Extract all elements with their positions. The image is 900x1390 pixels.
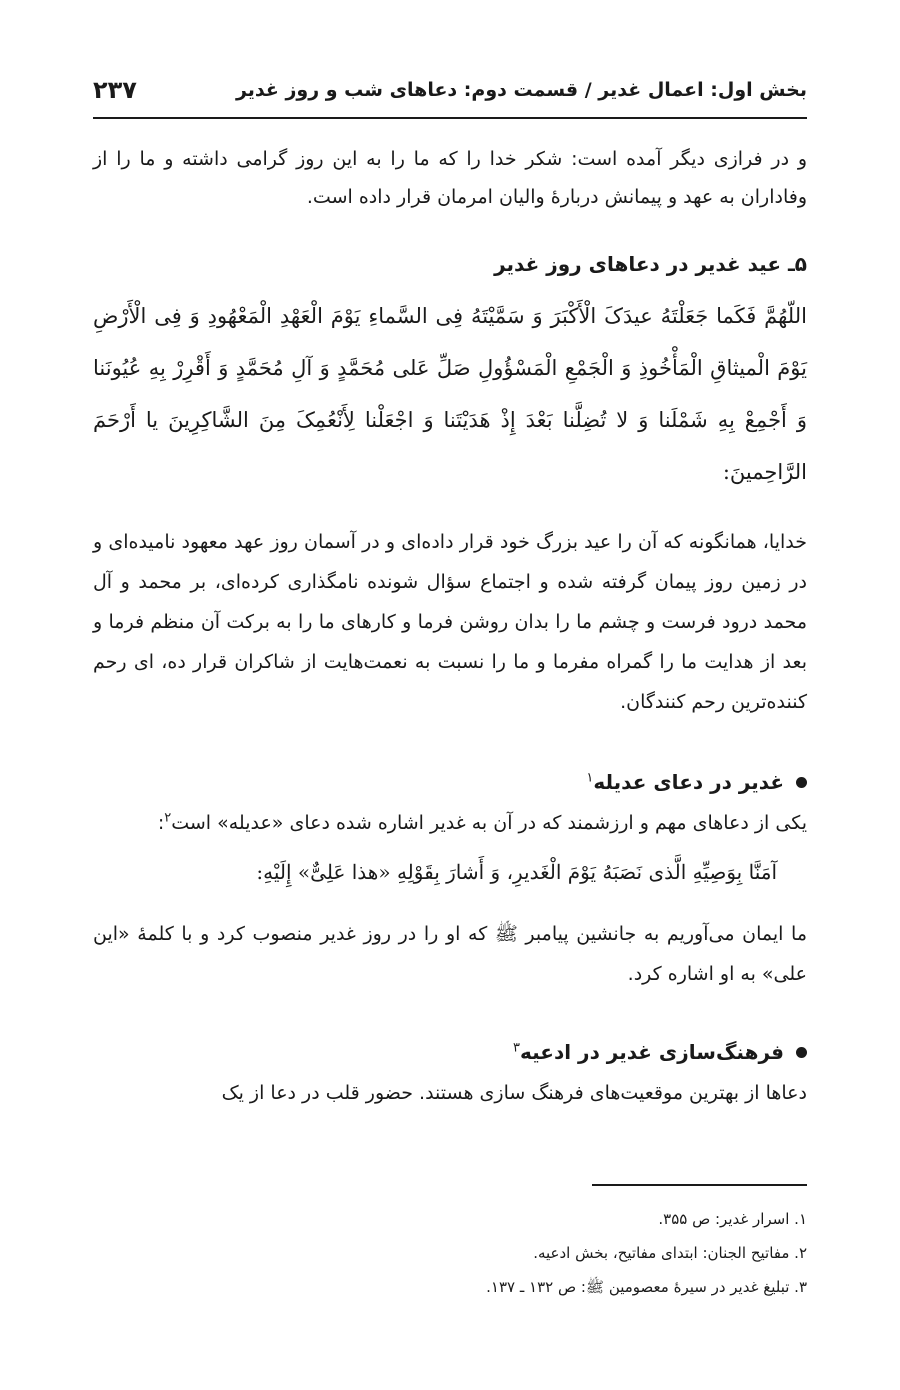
header-rule <box>93 117 807 119</box>
adileh-intro-end: : <box>157 812 165 834</box>
section-heading: ۵ـ عید غدیر در دعاهای روز غدیر <box>494 252 807 276</box>
footnote-item: ۳. تبلیغ غدیر در سیرهٔ معصومین ﷺ: ص ۱۳۲ ـ ۱۳۷. <box>486 1278 807 1296</box>
adileh-intro <box>93 804 807 842</box>
page-header <box>93 70 807 110</box>
footnote-item: ۲. مفاتیح الجنان: ابتدای مفاتیح، بخش ادعیه. <box>533 1244 807 1262</box>
quote-translation: ما ایمان می‌آوریم به جانشین پیامبر ﷺ که او را در روز غدیر منصوب کرد و با کلمهٔ «این علی» به او اشاره کرد. <box>93 923 807 985</box>
bullet-title: فرهنگ‌سازی غدیر در ادعیه <box>520 1040 784 1064</box>
adileh-intro-text: یکی از دعاهای مهم و ارزشمند که در آن به غدیر اشاره شده دعای «عدیله» است <box>171 812 807 834</box>
intro-paragraph: و در فرازی دیگر آمده است: شکر خدا را که ما را به این روز گرامی داشته و ما را از وفاداران به عهد و پیمانش دربارهٔ والیان امرمان قرار داده است. <box>93 148 807 208</box>
bullet-icon <box>796 1047 807 1058</box>
bullet-title: غدیر در دعای عدیله <box>593 770 784 794</box>
footnote-item: ۱. اسرار غدیر: ص ۳۵۵. <box>658 1210 807 1228</box>
bullet-heading-adileh <box>93 760 807 804</box>
arabic-quote: آمَنَّا بِوَصِیِّهِ الَّذی نَصَبَهُ یَوْمَ الْغَدیرِ، وَ أَشارَ بِقَوْلِهِ «هذا عَلِیٌّ» إِلَیْهِ: <box>256 860 777 884</box>
footnote-ref: ۱ <box>586 770 594 786</box>
page-number: ۲۳۷ <box>93 76 137 104</box>
footnote-ref: ۳ <box>513 1040 521 1056</box>
prayer-translation: خدایا، همانگونه که آن را عید بزرگ خود قرار داده‌ای و در آسمان روز عهد معهود نامیده‌ای و در زمین روز پیمان گرفته شده و اجتماع سؤال شونده نامگذاری کرده‌ای، بر محمد و آل محمد درود فرست و چشم ما را بدان روشن فرما و کارهای ما را به برکت آن منظم فرما و بعد از هدایت ما را گمراه مفرما و ما را نسبت به نعمت‌هایت از شاکران قرار ده، ای رحم کننده‌ترین رحم کنندگان. <box>93 531 807 713</box>
bullet-icon <box>796 777 807 788</box>
footnotes <box>93 1202 807 1304</box>
arabic-prayer: اللّهُمَّ فَکَما جَعَلْتَهُ عیدَکَ الْأَکْبَرَ وَ سَمَّیْتَهُ فِی السَّماءِ یَوْمَ الْعَهْدِ الْمَعْهُودِ وَ فِی الْأَرْضِ یَوْمَ الْمیثاقِ الْمَأْخُوذِ وَ الْجَمْعِ الْمَسْؤُولِ صَلِّ عَلی مُحَمَّدٍ وَ آلِ مُحَمَّدٍ وَ أَقْرِرْ بِهِ عُیُونَنا وَ أَجْمِعْ بِهِ شَمْلَنا وَ لا تُضِلَّنا بَعْدَ إِذْ هَدَیْتَنا وَ اجْعَلْنا لِأَنْعُمِکَ مِنَ الشَّاکِرِینَ یا أَرْحَمَ الرَّاحِمینَ: <box>93 304 807 484</box>
footnote-ref: ۲ <box>164 810 172 826</box>
book-page <box>93 0 807 1390</box>
footnote-rule <box>592 1184 807 1186</box>
bullet-heading-culture <box>93 1030 807 1074</box>
culture-paragraph: دعاها از بهترین موقعیت‌های فرهنگ سازی هستند. حضور قلب در دعا از یک <box>221 1082 807 1104</box>
running-head: بخش اول: اعمال غدیر / قسمت دوم: دعاهای شب و روز غدیر <box>235 79 807 101</box>
main-text <box>93 140 807 1112</box>
